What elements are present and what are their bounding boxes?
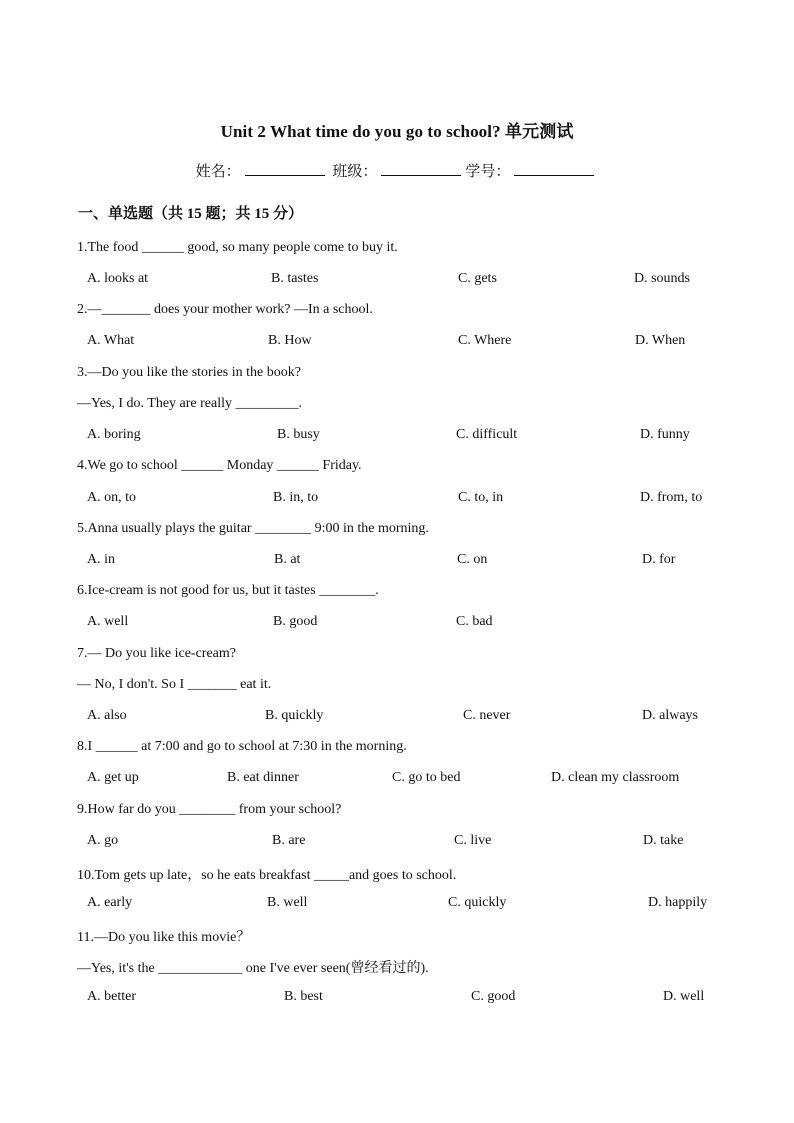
question-7-option-b[interactable]: B. quickly: [265, 708, 324, 723]
question-10-option-b[interactable]: B. well: [267, 895, 308, 910]
question-3-option-b[interactable]: B. busy: [277, 427, 320, 442]
name-label: 姓名：: [195, 164, 241, 180]
question-1-option-c[interactable]: C. gets: [458, 271, 497, 286]
question-8-stem: 8.I ______ at 7:00 and go to school at 7:30 in the morning.: [77, 739, 407, 754]
question-11-stem-line-2: —Yes, it's the ____________ one I've ever seen(曾经看过的).: [77, 961, 429, 976]
question-5-option-b[interactable]: B. at: [274, 552, 301, 567]
question-3-option-c[interactable]: C. difficult: [456, 427, 518, 442]
question-2-option-b[interactable]: B. How: [268, 333, 312, 348]
question-10-option-c[interactable]: C. quickly: [448, 895, 507, 910]
question-3-option-d[interactable]: D. funny: [640, 427, 690, 442]
student-info-row: [0, 160, 794, 181]
section-heading: 一、单选题（共 15 题；共 15 分）: [78, 206, 304, 222]
question-7-stem-line-2: — No, I don't. So I _______ eat it.: [77, 677, 272, 692]
question-3-stem-line-2: —Yes, I do. They are really _________.: [77, 396, 303, 411]
question-9-option-a[interactable]: A. go: [87, 833, 119, 848]
question-5-option-a[interactable]: A. in: [87, 552, 115, 567]
question-7-stem: 7.— Do you like ice-cream?: [77, 646, 236, 661]
question-2-option-d[interactable]: D. When: [635, 333, 686, 348]
question-5-option-d[interactable]: D. for: [642, 552, 676, 567]
question-2-stem: 2.—_______ does your mother work? —In a school.: [77, 302, 373, 317]
question-6-option-a[interactable]: A. well: [87, 614, 129, 629]
question-6-option-b[interactable]: B. good: [273, 614, 318, 629]
question-5-option-c[interactable]: C. on: [457, 552, 488, 567]
question-9-option-d[interactable]: D. take: [643, 833, 684, 848]
question-10-stem: 10.Tom gets up late，so he eats breakfast _____and goes to school.: [77, 868, 457, 883]
question-4-stem: 4.We go to school ______ Monday ______ Friday.: [77, 458, 362, 473]
question-8-option-d[interactable]: D. clean my classroom: [551, 770, 680, 785]
question-1-stem: 1.The food ______ good, so many people come to buy it.: [77, 240, 398, 255]
question-4-option-d[interactable]: D. from, to: [640, 490, 703, 505]
question-8-option-a[interactable]: A. get up: [87, 770, 139, 785]
question-4-option-b[interactable]: B. in, to: [273, 490, 319, 505]
question-8-option-b[interactable]: B. eat dinner: [227, 770, 299, 785]
class-label: 班级：: [332, 164, 378, 180]
question-5-stem: 5.Anna usually plays the guitar ________ 9:00 in the morning.: [77, 521, 429, 536]
question-11-stem: 11.—Do you like this movie？: [77, 930, 251, 945]
page-title: Unit 2 What time do you go to school? 单元测试: [220, 122, 574, 141]
question-6-stem: 6.Ice-cream is not good for us, but it tastes ________.: [77, 583, 379, 598]
question-1-option-b[interactable]: B. tastes: [271, 271, 319, 286]
number-blank[interactable]: [514, 161, 594, 176]
question-10-option-a[interactable]: A. early: [87, 895, 133, 910]
question-3-option-a[interactable]: A. boring: [87, 427, 141, 442]
question-4-option-a[interactable]: A. on, to: [87, 490, 136, 505]
question-7-option-a[interactable]: A. also: [87, 708, 127, 723]
question-11-option-a[interactable]: A. better: [87, 989, 136, 1004]
question-2-option-c[interactable]: C. Where: [458, 333, 512, 348]
question-9-stem: 9.How far do you ________ from your school?: [77, 802, 342, 817]
question-6-option-c[interactable]: C. bad: [456, 614, 493, 629]
class-blank[interactable]: [381, 161, 461, 176]
question-1-option-d[interactable]: D. sounds: [634, 271, 691, 286]
question-9-option-b[interactable]: B. are: [272, 833, 306, 848]
number-label: 学号：: [465, 164, 511, 180]
question-7-option-d[interactable]: D. always: [642, 708, 698, 723]
question-11-option-b[interactable]: B. best: [284, 989, 323, 1004]
question-11-option-c[interactable]: C. good: [471, 989, 516, 1004]
question-3-stem: 3.—Do you like the stories in the book?: [77, 365, 301, 380]
question-10-option-d[interactable]: D. happily: [648, 895, 708, 910]
question-7-option-c[interactable]: C. never: [463, 708, 511, 723]
question-4-option-c[interactable]: C. to, in: [458, 490, 504, 505]
question-9-option-c[interactable]: C. live: [454, 833, 492, 848]
name-blank[interactable]: [245, 161, 325, 176]
question-2-option-a[interactable]: A. What: [87, 333, 135, 348]
question-1-option-a[interactable]: A. looks at: [87, 271, 149, 286]
question-8-option-c[interactable]: C. go to bed: [392, 770, 461, 785]
question-11-option-d[interactable]: D. well: [663, 989, 705, 1004]
